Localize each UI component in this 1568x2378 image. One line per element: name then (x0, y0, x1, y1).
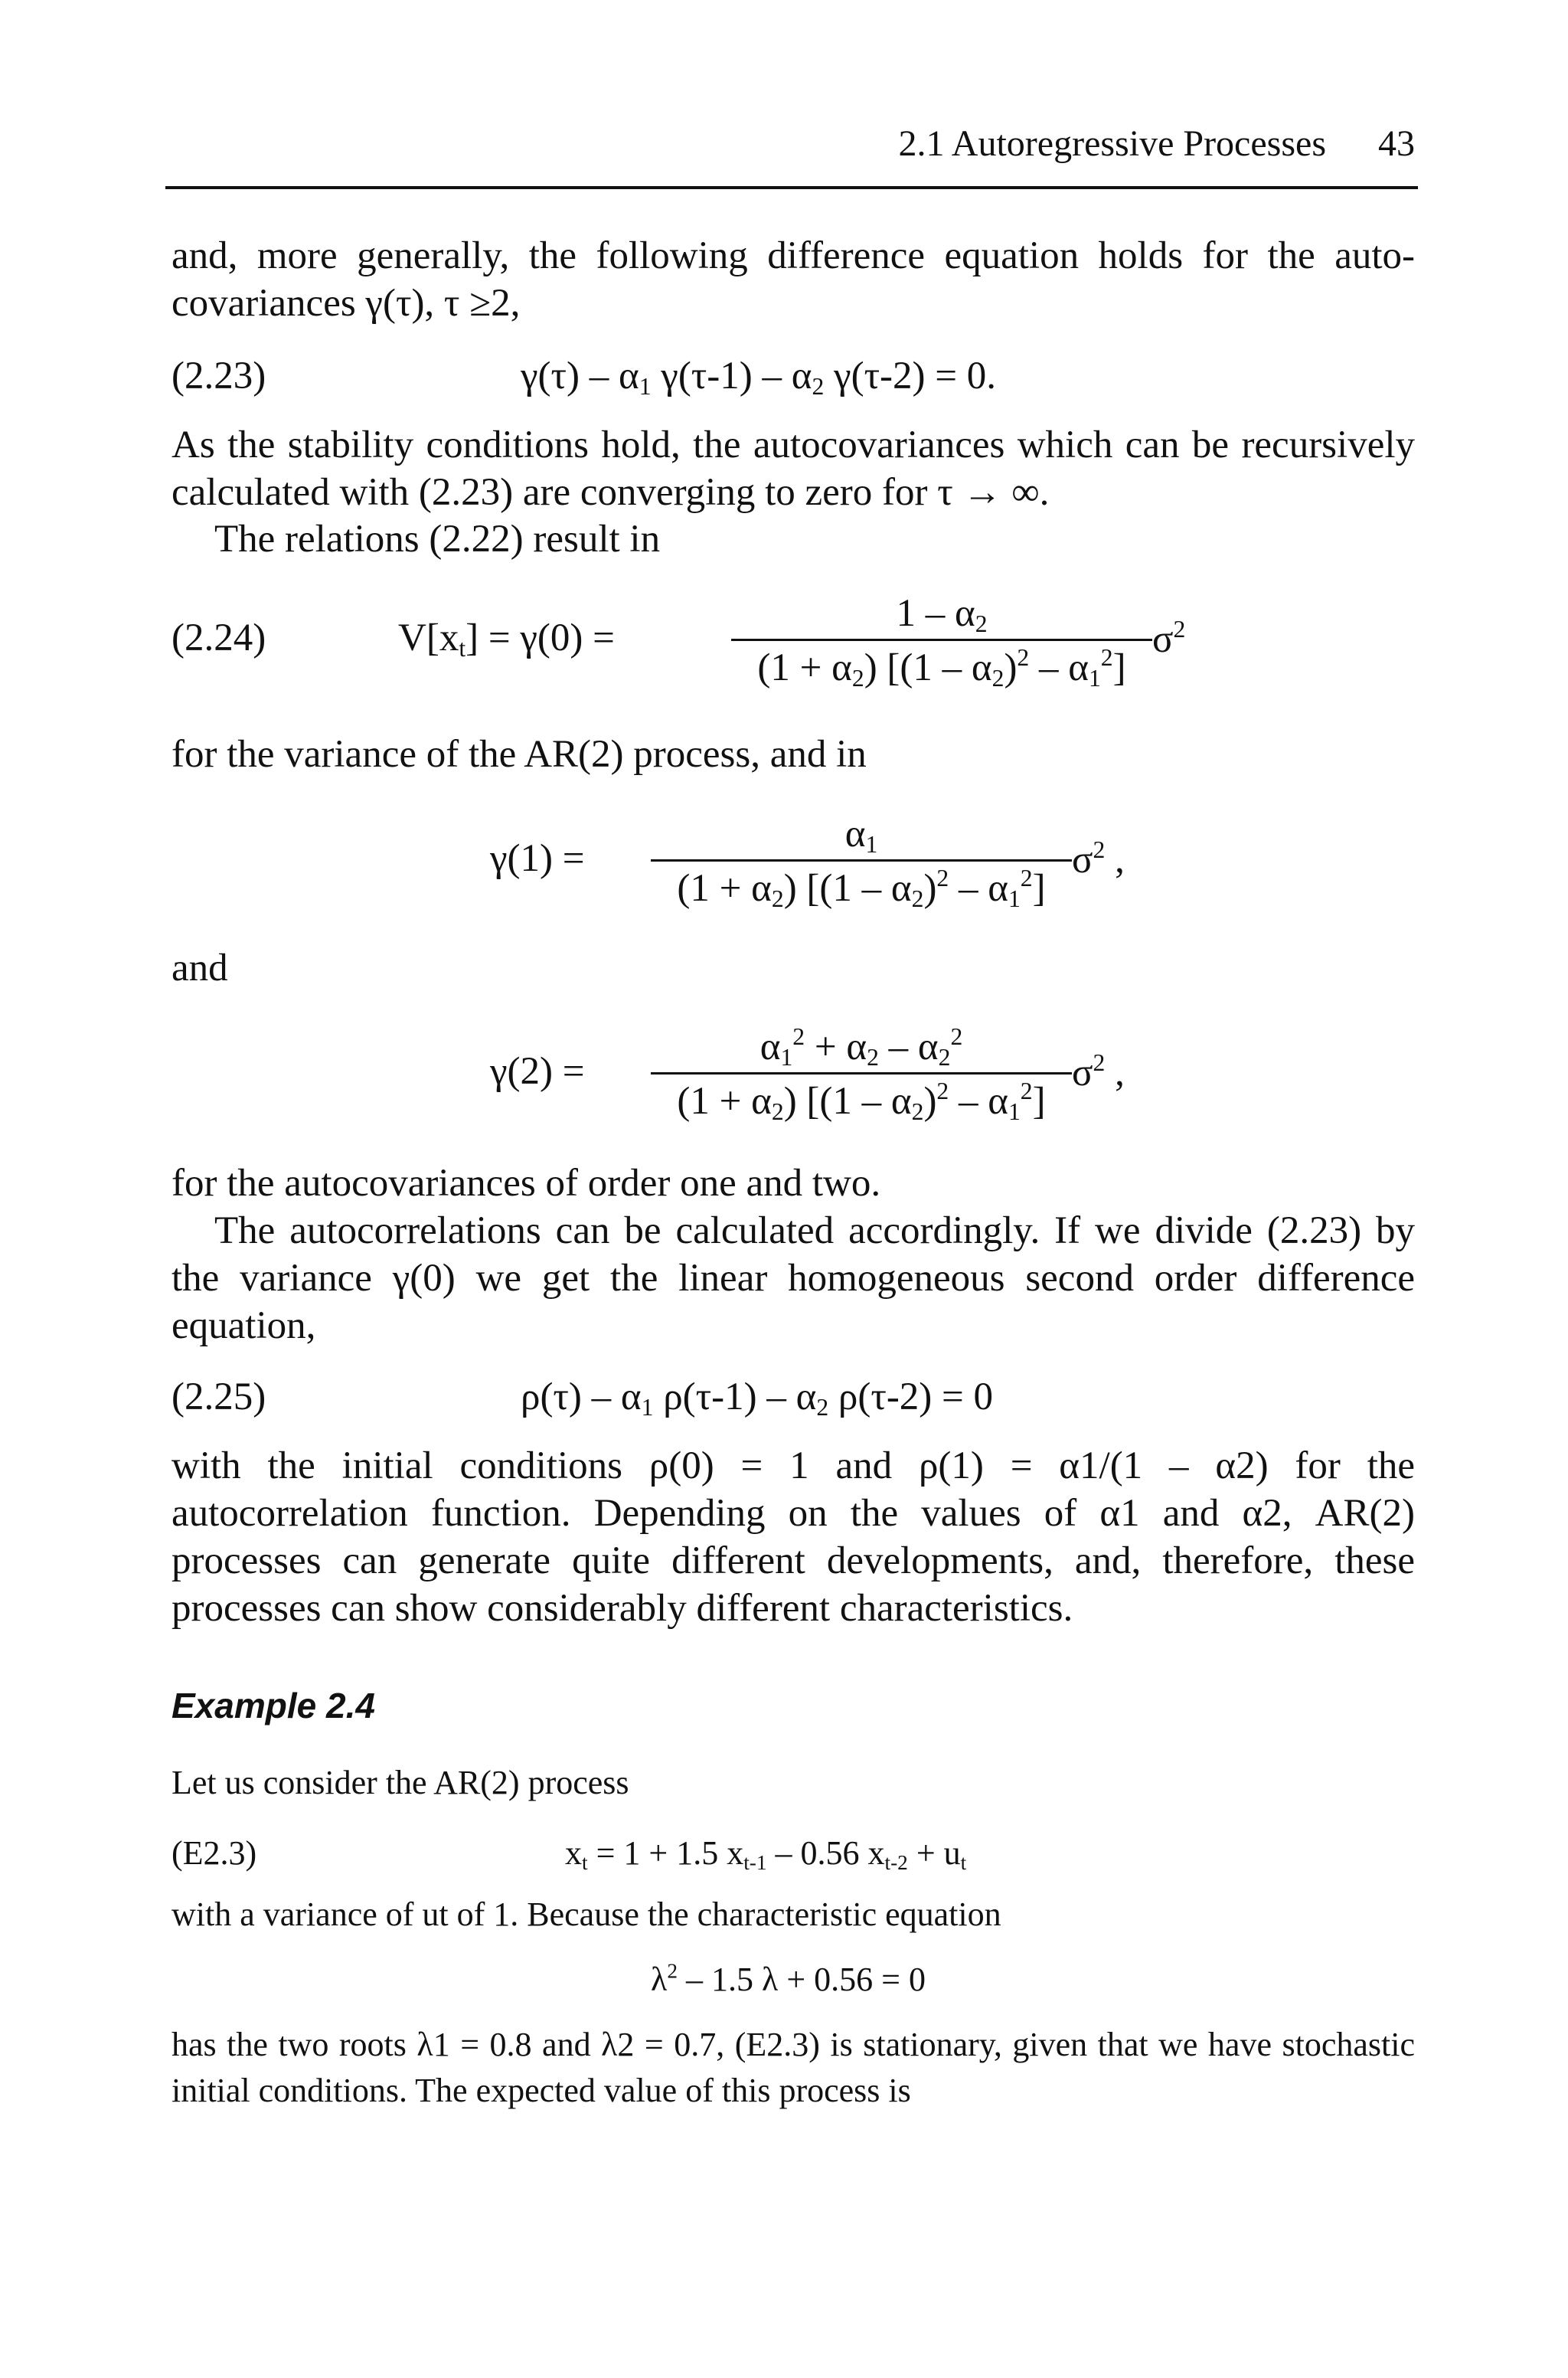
header-rule (165, 186, 1418, 189)
running-head (898, 123, 1415, 165)
paragraph-autocovariance-intro: and, more generally, the following difference equation holds for the auto-covariances γ(τ), τ ≥2, (172, 234, 1415, 325)
gamma-2-sigma: $\sigma^2$ , (1072, 1049, 1125, 1094)
gamma-2-lhs: γ(2) = (490, 1050, 585, 1093)
paragraph-relations-text: The relations (2.22) result in (214, 518, 661, 561)
equation-2-24-fraction: $1 - \alpha_2$ $(1 + \alpha_2)$ $[(1 - \alpha_2)^2 - \alpha_1^2]$ (731, 591, 1152, 690)
paragraph-variance: for the variance of the AR(2) process, and in (172, 733, 867, 776)
equation-label-2-24: (2.24) (172, 617, 266, 659)
example-intro: Let us consider the AR(2) process (172, 1764, 629, 1801)
gamma-2-fraction: $\alpha_1^2 + \alpha_2 - \alpha_2^2$ $(1 + \alpha_2)$ $[(1 - \alpha_2)^2 - \alpha_1^2]$ (651, 1025, 1072, 1124)
page-number: 43 (1378, 123, 1415, 164)
characteristic-equation: $\lambda^2 - 1.5$ λ + 0.56 = 0 (651, 1959, 926, 1998)
paragraph-autocorrelations (172, 1207, 1415, 1349)
equation-2-23: $\gamma(\tau) - \alpha_1$ $\gamma(\tau-1) - \alpha_2$ γ(τ-2) = 0. (521, 355, 997, 400)
paragraph-order: for the autocovariances of order one and two. (172, 1162, 881, 1205)
equation-e2-3: $x_t = 1 + 1.5$ $x_{t-1} - 0.56$ $x_{t-2} + u_t$ (565, 1834, 967, 1874)
word-and: and (172, 947, 228, 989)
example-variance-text: with a variance of ut of 1. Because the characteristic equation (172, 1896, 1001, 1933)
paragraph-stability: As the stability conditions hold, the autocovariances which can be recursively calculated with (2.23) are converging to zero for τ → ∞. (172, 424, 1415, 514)
gamma-1-lhs: γ(1) = (490, 837, 585, 880)
sigma-squared: $\sigma^2$ (1152, 616, 1186, 661)
example-roots-text: has the two roots λ1 = 0.8 and λ2 = 0.7, (E2.3) is stationary, given that we have stochastic initial conditions. The expected value of this process is (172, 2026, 1415, 2109)
equation-2-25: $\rho(\tau) - \alpha_1$ $\rho(\tau-1) - \alpha_2$ ρ(τ-2) = 0 (521, 1375, 994, 1421)
gamma-1-fraction: $\alpha_1$ $(1 + \alpha_2)$ $[(1 - \alpha_2)^2 - \alpha_1^2]$ (651, 812, 1072, 911)
running-head-section: 2.1 Autoregressive Processes (898, 123, 1326, 164)
example-title: Example 2.4 (172, 1686, 375, 1725)
paragraph-initial-conditions: with the initial conditions ρ(0) = 1 and ρ(1) = α1/(1 – α2) for the autocorrelation function. Depending on the values of α1 and α2, AR(2) processes can generate quite different developments, and, therefore, these processes can show considerably different characteristics. (172, 1444, 1415, 1630)
gamma-1-sigma: $\sigma^2$ , (1072, 836, 1125, 882)
equation-label-e2-3: (E2.3) (172, 1834, 257, 1872)
equation-2-24-lhs: $V[x_t] = \gamma(0)$ = (398, 617, 615, 662)
paragraph-autocorrelations-text: The autocorrelations can be calculated accordingly. If we divide (2.23) by the variance γ(0) we get the linear homogeneous second order difference equation, (172, 1209, 1415, 1347)
paragraph-relations (172, 515, 1415, 563)
equation-label-2-25: (2.25) (172, 1375, 266, 1418)
equation-label-2-23: (2.23) (172, 355, 266, 397)
